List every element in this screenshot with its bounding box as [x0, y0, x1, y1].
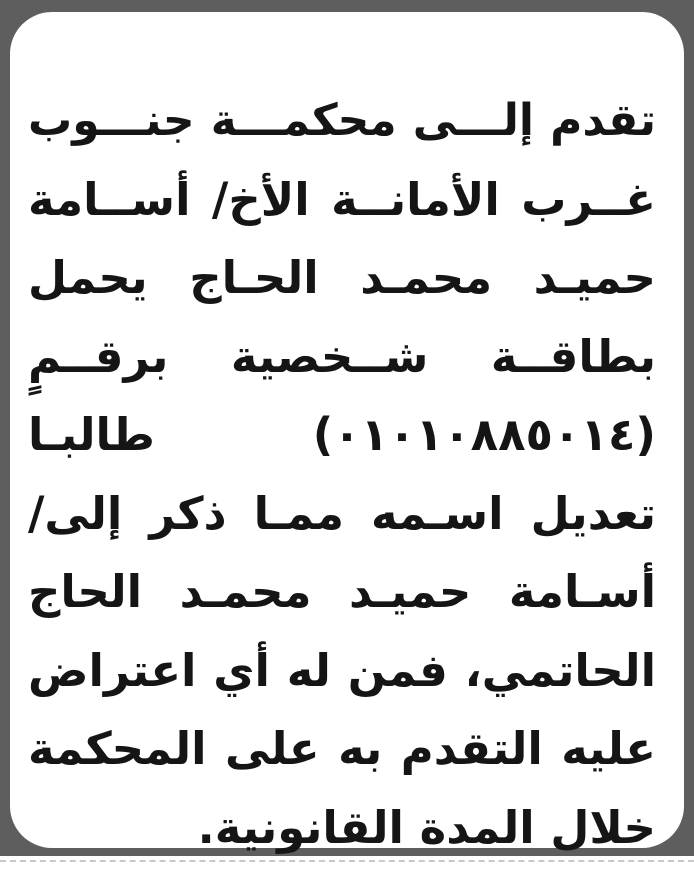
notice-card — [10, 12, 684, 854]
notice-line: تعديل اسـمه ممـا ذكر إلى/ — [28, 486, 656, 540]
notice-line: بطاقــة شــخصية برقــمٍ — [28, 329, 656, 383]
notice-line: تقدم إلـــى محكمـــة جنـــوب — [28, 95, 656, 146]
notice-line: غــرب الأمانــة الأخ/ أســامة — [28, 172, 656, 226]
notice-line: الحاتمي، فمن له أي اعتراض — [28, 643, 656, 697]
notice-line: خلال المدة القانونية. — [197, 800, 656, 854]
notice-line: (٠١٠١٠٨٨٥٠١٤) طالبـا — [28, 408, 656, 461]
page-divider — [0, 860, 694, 862]
notice-body — [28, 82, 656, 867]
notice-line: حميـد محمـد الحـاج يحمل — [28, 251, 656, 304]
notice-line: أسـامة حميـد محمـد الحاج — [28, 565, 656, 618]
notice-line: عليه التقدم به على المحكمة — [28, 722, 656, 775]
